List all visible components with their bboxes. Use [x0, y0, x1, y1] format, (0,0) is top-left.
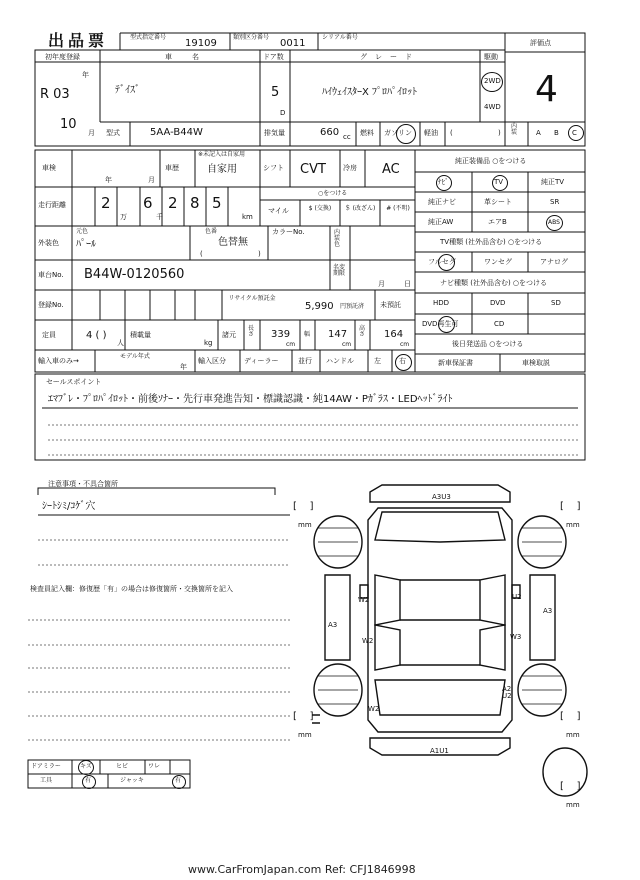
man-unit: 万	[120, 213, 127, 221]
later-warranty: 新車保証書	[438, 359, 473, 367]
jack-label: ジャッキ	[120, 777, 144, 784]
mirror-label: ドアミラー	[31, 763, 61, 770]
interior-color-label: 内装色	[334, 229, 341, 248]
equip-abs: ABS	[548, 219, 560, 226]
first-reg-era: R 03	[40, 87, 70, 102]
navi-dvd-play: DVD再生可	[422, 320, 459, 328]
navi-dvd: DVD	[490, 299, 506, 307]
tv-fullseg: フルセグ	[428, 258, 456, 266]
color-label: 外装色	[38, 239, 59, 247]
load-label: 積載量	[130, 331, 151, 339]
model-year-unit: 年	[180, 363, 187, 371]
damage-right-front: U2	[512, 593, 522, 601]
tv-title: TV種類 (社外品含む) ○をつける	[440, 238, 543, 246]
dims-label: 諸元	[222, 331, 236, 339]
damage-right-rear-door: W3	[510, 633, 522, 641]
fuel-gas-circle	[396, 124, 416, 144]
equip-airbag: エアB	[488, 218, 507, 226]
usage-value: 自家用	[207, 164, 237, 175]
doors-label: ドア数	[263, 53, 284, 61]
recycle-label: リサイクル預託金	[228, 295, 276, 302]
tools-label: 工具	[40, 777, 53, 784]
interior-grade-circle	[568, 125, 584, 141]
navi-sd: SD	[551, 299, 561, 307]
doors-value: 5	[271, 85, 280, 100]
paren-open: (	[200, 250, 203, 258]
handle-right: 右	[399, 357, 406, 365]
damage-rear-bumper: A1U1	[430, 747, 449, 755]
jack-circle	[172, 775, 186, 789]
equip-genuine-tv: 純正TV	[541, 178, 565, 186]
tools-status: 有	[85, 777, 92, 784]
navi-hdd: HDD	[433, 299, 450, 307]
model-year-label: モデル年式	[120, 353, 150, 360]
recycle-unit: 円預託済	[340, 303, 365, 310]
damage-right-rear: A2 U2	[502, 685, 512, 700]
cc-unit: cc	[343, 133, 351, 141]
equip-genuine-navi: 純正ナビ	[428, 198, 456, 206]
sen-unit: 千	[156, 213, 163, 221]
shaken-year-unit: 年	[105, 176, 112, 184]
length-cm: cm	[286, 341, 296, 348]
model-cert-label: 型式指定番号	[130, 34, 167, 41]
model-label: 型式	[106, 129, 120, 137]
fuel-other-open: (	[450, 129, 453, 137]
name-change-day: 日	[404, 280, 411, 288]
height-label: 高さ	[359, 325, 366, 338]
sales-label: セールスポイント	[46, 378, 102, 386]
mileage-digit-5: 5	[212, 194, 222, 212]
scratch-circle	[78, 760, 94, 775]
length-label: 長さ	[248, 325, 255, 338]
sales-text: ｴﾏﾌﾞﾚ・ﾌﾟﾛﾊﾟｲﾛｯﾄ・前後ｿﾅｰ・先行車発進告知・標識認識・純14AW・Pｶﾞﾗｽ・LEDﾍｯﾄﾞﾗｲﾄ	[48, 394, 453, 405]
equip-tv-circle	[492, 175, 508, 191]
navi-dvd-play-circle	[438, 316, 455, 333]
drive-2wd-circle	[481, 72, 503, 92]
notes-label: 注意事項・不具合箇所	[48, 480, 118, 488]
equip-tv: TV	[494, 178, 504, 186]
damage-left-rear: W2	[368, 705, 380, 713]
scratch-label: キズ	[80, 763, 92, 770]
model-value: 5AA-B44W	[150, 127, 203, 138]
capacity-value: 4 ( )	[86, 330, 107, 341]
shaken-month-unit: 月	[148, 176, 155, 184]
recycle-unpaid: 未預託	[380, 301, 401, 309]
import-type-label: 輸入区分	[198, 357, 226, 365]
name-change-month: 月	[378, 280, 385, 288]
drive-2wd: 2WD	[484, 77, 501, 85]
handle-left: 左	[374, 357, 381, 365]
month-unit: 月	[88, 129, 95, 137]
modified-option: ＄ (改ざん)	[344, 205, 376, 212]
serial-label: シリアル番号	[322, 34, 358, 41]
fuel-label: 燃料	[360, 129, 374, 137]
footer-watermark: www.CarFromJapan.com Ref: CFJ1846998	[188, 863, 416, 876]
tire-rr-mm: mm	[566, 731, 580, 739]
first-reg-label: 初年度登録	[45, 53, 80, 61]
interior-grade-b: B	[554, 129, 559, 137]
later-title: 後日発送品 ○をつける	[452, 340, 524, 348]
tire-rl-mm: mm	[298, 731, 312, 739]
mile-option: マイル	[268, 207, 289, 215]
damage-left-side: A3	[328, 621, 338, 629]
damage-right-side: A3	[543, 607, 553, 615]
tire-rr-bracket: [ ]	[560, 711, 581, 722]
break-label: ワレ	[148, 763, 161, 770]
width-cm: cm	[342, 341, 352, 348]
shaken-label: 車検	[42, 164, 56, 172]
mileage-digit-2: 6	[143, 194, 153, 212]
mileage-label: 走行距離	[38, 201, 66, 209]
equip-abs-circle	[546, 215, 563, 231]
name-change-label: 名変期限	[333, 264, 346, 277]
door-type: D	[280, 109, 286, 117]
person-unit: 人	[117, 339, 124, 347]
tire-fr-mm: mm	[566, 521, 580, 529]
unknown-option: # (不明)	[386, 205, 410, 212]
damage-left-rear-door: W2	[362, 637, 374, 645]
mileage-digit-4: 8	[190, 194, 200, 212]
interior-grade-c: C	[572, 129, 577, 137]
equip-sr: SR	[550, 198, 560, 206]
import-label: 輸入車のみ→	[38, 357, 79, 365]
navi-title: ナビ種類 (社外品含む) ○をつける	[440, 279, 548, 287]
grade-label: グレード	[360, 53, 420, 61]
kg-unit: kg	[204, 339, 213, 347]
width-label: 幅	[304, 331, 311, 338]
height-value: 164	[384, 329, 404, 340]
crack-label: ヒビ	[116, 763, 129, 770]
equip-navi-circle	[436, 175, 452, 191]
paren-close: )	[258, 250, 261, 258]
dealer-option: ディーラー	[244, 357, 279, 365]
recycle-value: 5,990	[305, 301, 334, 312]
repaint-value: 色替無	[218, 237, 248, 248]
usage-note: ※未記入は自家用	[198, 151, 246, 158]
fuel-gas: ガソリン	[384, 129, 412, 137]
usage-label: 車歴	[165, 164, 179, 172]
orig-color-label: 元色	[76, 228, 89, 235]
grade-value: ﾊｲｳｪｲｽﾀｰX ﾌﾟﾛﾊﾟｲﾛｯﾄ	[322, 87, 418, 98]
chassis-value: B44W-0120560	[84, 267, 185, 282]
drive-4wd: 4WD	[484, 103, 501, 111]
damage-left-front: W2	[358, 596, 370, 604]
later-manual: 車検取説	[522, 359, 550, 367]
km-unit: km	[242, 213, 253, 221]
fuel-other-close: )	[498, 129, 501, 137]
chassis-label: 車台No.	[38, 271, 64, 279]
exchange-option: $ (交換)	[308, 205, 332, 212]
tire-fl-bracket: [ ]	[293, 501, 314, 512]
color-no-box-label: カラーNo.	[272, 228, 305, 236]
navi-cd: CD	[494, 320, 505, 328]
score-value: 4	[535, 69, 558, 110]
capacity-label: 定員	[42, 331, 56, 339]
length-value: 339	[271, 329, 291, 340]
interior-label: 内装	[511, 123, 518, 136]
handle-label: ハンドル	[326, 357, 354, 365]
first-reg-month: 10	[60, 117, 77, 132]
interior-grade-a: A	[536, 129, 541, 137]
mileage-circle-note: ○をつける	[318, 190, 348, 197]
tire-spare-bracket: [ ]	[560, 781, 581, 792]
height-cm: cm	[400, 341, 410, 348]
tv-fullseg-circle	[438, 254, 455, 271]
genuine-title: 純正装備品 ○をつける	[455, 157, 527, 165]
displacement-label: 排気量	[264, 129, 285, 137]
shift-label: シフト	[263, 164, 284, 172]
class-value: 0011	[280, 38, 306, 49]
car-damage-diagram	[290, 480, 590, 810]
mileage-digit-3: 2	[168, 194, 178, 212]
tire-spare-mm: mm	[566, 801, 580, 809]
notes-text: ｼｰﾄｼﾐ/ｺｹﾞ穴	[42, 501, 96, 512]
equip-navi: ﾅﾋﾞ	[438, 178, 449, 186]
class-label: 類別区分番号	[233, 34, 270, 41]
inspector-label: 検査員記入欄：修復歴「有」の場合は修復箇所・交換箇所を記入	[30, 585, 233, 593]
model-cert-value: 19109	[185, 38, 217, 49]
tv-oneseg: ワンセグ	[484, 258, 512, 266]
color-no-label: 色番	[205, 228, 218, 235]
form-title: 出品票	[48, 31, 109, 50]
handle-right-circle	[395, 354, 412, 371]
drive-label: 駆動	[484, 53, 498, 61]
reg-no-label: 登録No.	[38, 301, 64, 309]
parallel-option: 並行	[298, 357, 312, 365]
mileage-digit-1: 2	[101, 194, 111, 212]
tv-analog: アナログ	[540, 258, 568, 266]
shift-value: CVT	[300, 162, 326, 177]
score-label: 評価点	[530, 39, 551, 47]
car-name: ﾃﾞｲｽﾞ	[115, 85, 140, 96]
equip-leather: 革シート	[484, 198, 512, 206]
car-name-label: 車名	[165, 53, 219, 61]
displacement-value: 660	[320, 127, 340, 138]
damage-front-bumper: A3U3	[432, 493, 451, 501]
year-unit: 年	[82, 71, 89, 79]
ac-label: 冷房	[343, 164, 357, 172]
tools-circle	[82, 775, 96, 789]
equip-genuine-aw: 純正AW	[428, 218, 454, 226]
width-value: 147	[328, 329, 348, 340]
tire-rl-bracket: [ ]	[293, 711, 314, 722]
fuel-diesel: 軽油	[424, 129, 438, 137]
color-value: ﾊﾟｰﾙ	[76, 239, 96, 250]
tire-fr-bracket: [ ]	[560, 501, 581, 512]
tire-fl-mm: mm	[298, 521, 312, 529]
jack-status: 有	[175, 777, 182, 784]
ac-value: AC	[382, 162, 400, 177]
